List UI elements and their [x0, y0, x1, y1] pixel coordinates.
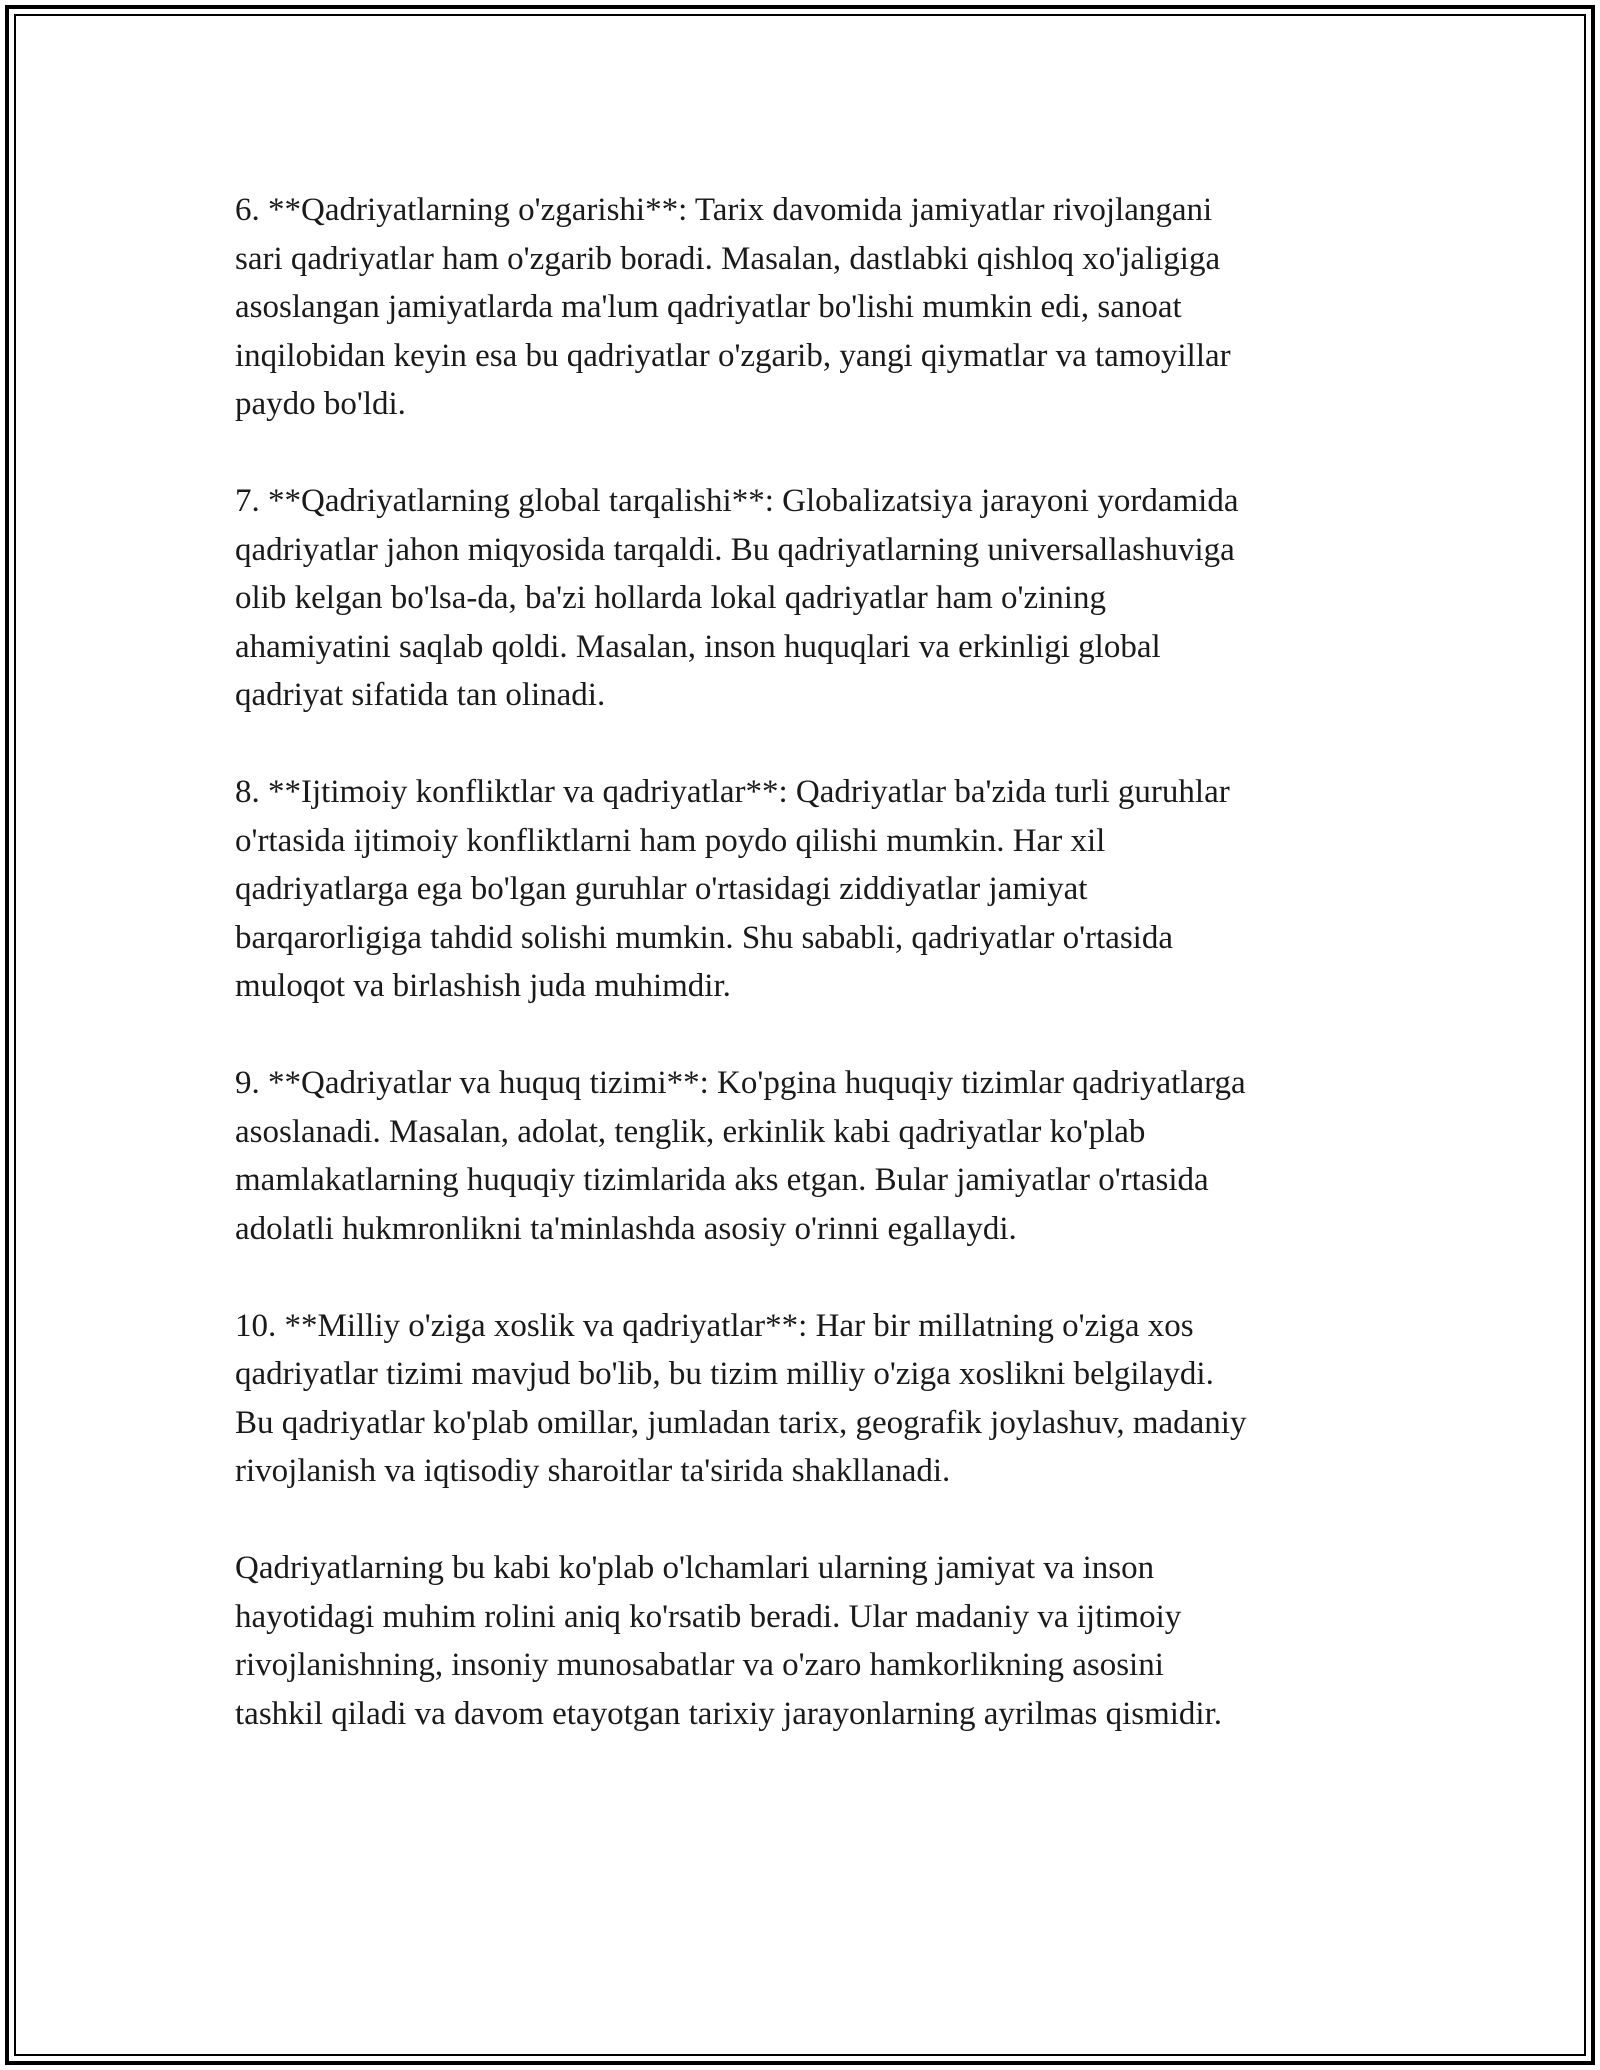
text-line: rivojlanish va iqtisodiy sharoitlar ta'sirida shakllanadi. [235, 1453, 951, 1489]
text-line: mamlakatlarning huquqiy tizimlarida aks etgan. Bular jamiyatlar o'rtasida [235, 1162, 1209, 1198]
text-line: ahamiyatini saqlab qoldi. Masalan, inson huquqlari va erkinligi global [235, 628, 1161, 665]
text-line: qadriyatlarga ega bo'lgan guruhlar o'rtasidagi ziddiyatlar jamiyat [235, 871, 1088, 907]
text-line: o'rtasida ijtimoiy konfliktlarni ham poydo qilishi mumkin. Har xil [235, 822, 1106, 859]
text-line: inqilobidan keyin esa bu qadriyatlar o'zgarib, yangi qiymatlar va tamoyillar [235, 337, 1231, 374]
text-line: barqarorligiga tahdid solishi mumkin. Shu sababli, qadriyatlar o'rtasida [235, 919, 1174, 956]
text-line: qadriyat sifatida tan olinadi. [235, 677, 606, 713]
text-line: asoslangan jamiyatlarda ma'lum qadriyatlar bo'lishi mumkin edi, sanoat [235, 289, 1182, 325]
text-line: sari qadriyatlar ham o'zgarib boradi. Masalan, dastlabki qishloq xo'jaligiga [235, 240, 1221, 277]
text-line: rivojlanishning, insoniy munosabatlar va o'zaro hamkorlikning asosini [235, 1647, 1164, 1683]
text-line: 6. **Qadriyatlarning o'zgarishi**: Tarix davomida jamiyatlar rivojlangani [235, 192, 1213, 228]
text-line: 9. **Qadriyatlar va huquq tizimi**: Ko'pgina huquqiy tizimlar qadriyatlarga [235, 1065, 1246, 1101]
text-line: 10. **Milliy o'ziga xoslik va qadriyatlar**: Har bir millatning o'ziga xos [235, 1307, 1194, 1344]
text-line: Bu qadriyatlar ko'plab omillar, jumladan tarix, geografik joylashuv, madaniy [235, 1404, 1247, 1441]
text-line: hayotidagi muhim rolini aniq ko'rsatib beradi. Ular madaniy va ijtimoiy [235, 1598, 1182, 1635]
paragraph-conclusion [235, 1544, 1375, 1738]
text-line: qadriyatlar jahon miqyosida tarqaldi. Bu qadriyatlarning universallashuviga [235, 531, 1235, 568]
text-line: asoslanadi. Masalan, adolat, tenglik, erkinlik kabi qadriyatlar ko'plab [235, 1113, 1146, 1150]
text-line: Qadriyatlarning bu kabi ko'plab o'lchamlari ularning jamiyat va inson [235, 1550, 1155, 1586]
paragraph-7-global-spread [235, 477, 1375, 720]
document-body [235, 186, 1375, 1738]
text-line: tashkil qiladi va davom etayotgan tarixiy jarayonlarning ayrilmas qismidir. [235, 1695, 1223, 1732]
text-line: muloqot va birlashish juda muhimdir. [235, 968, 731, 1004]
paragraph-10-national-identity [235, 1302, 1375, 1496]
paragraph-9-legal-system [235, 1059, 1375, 1253]
text-line: olib kelgan bo'lsa-da, ba'zi hollarda lokal qadriyatlar ham o'zining [235, 580, 1106, 616]
paragraph-8-social-conflicts [235, 768, 1375, 1011]
text-line: qadriyatlar tizimi mavjud bo'lib, bu tizim milliy o'ziga xoslikni belgilaydi. [235, 1356, 1214, 1392]
text-line: adolatli hukmronlikni ta'minlashda asosiy o'rinni egallaydi. [235, 1210, 1017, 1247]
text-line: 8. **Ijtimoiy konfliktlar va qadriyatlar**: Qadriyatlar ba'zida turli guruhlar [235, 774, 1230, 810]
text-line: 7. **Qadriyatlarning global tarqalishi**: Globalizatsiya jarayoni yordamida [235, 483, 1239, 519]
paragraph-6-value-change [235, 186, 1375, 429]
text-line: paydo bo'ldi. [235, 386, 406, 422]
